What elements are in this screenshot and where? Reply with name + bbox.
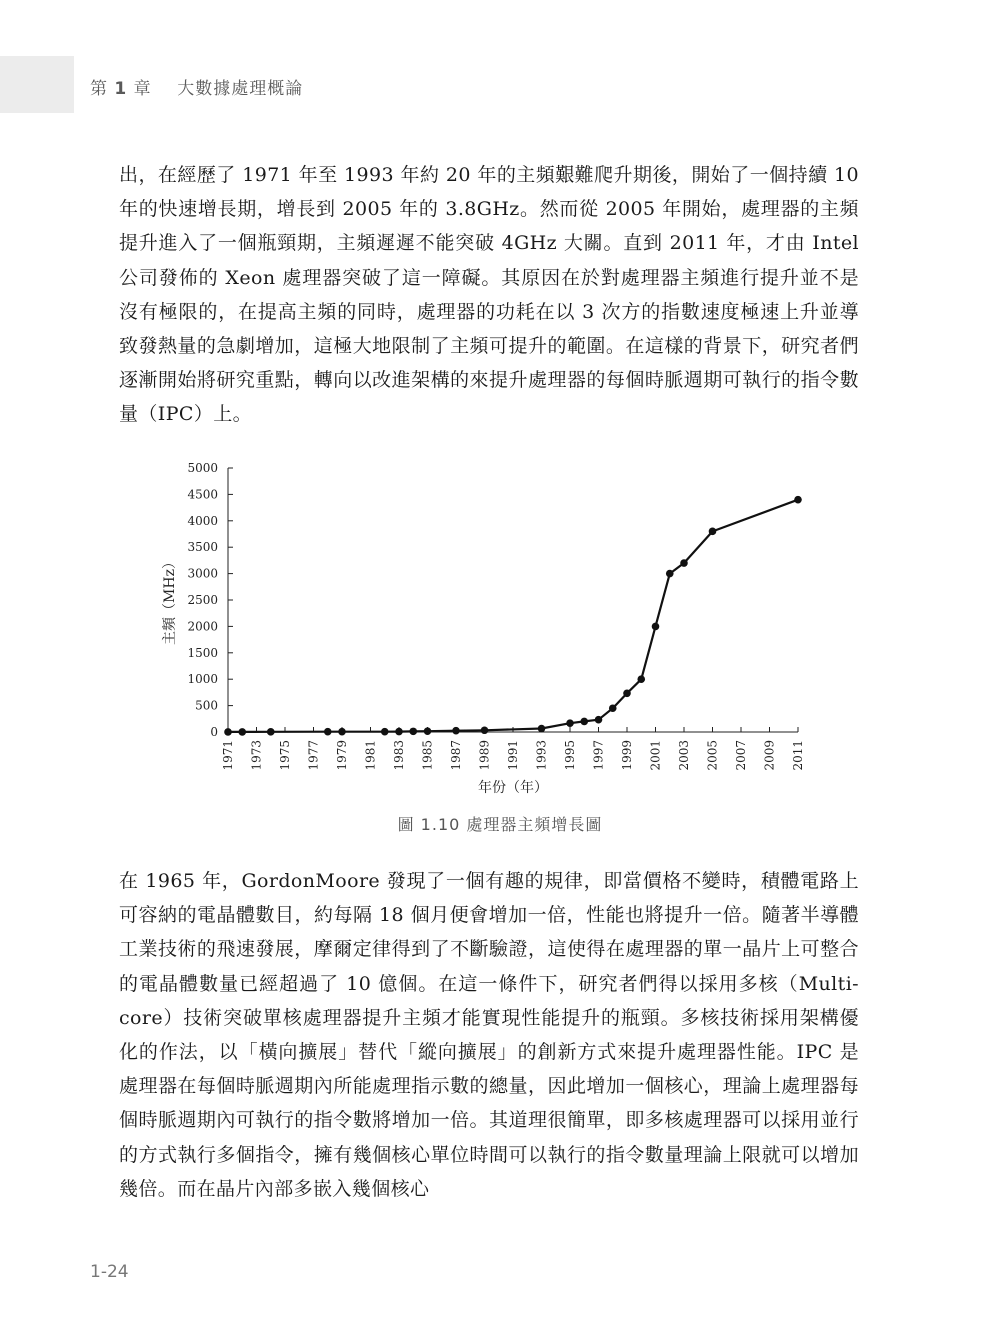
data-point	[709, 528, 717, 536]
y-tick-label: 1500	[187, 645, 218, 660]
data-point	[637, 675, 645, 683]
y-tick-label: 5000	[187, 461, 218, 475]
data-point	[566, 719, 574, 727]
x-tick-label: 1979	[335, 740, 349, 771]
data-point	[338, 728, 346, 736]
x-tick-label: 1997	[591, 740, 606, 771]
y-axis-label: 主頻（MHz）	[162, 555, 178, 645]
x-tick-label: 2007	[734, 740, 748, 771]
header-corner-block	[0, 56, 74, 113]
chapter-number: 1	[114, 79, 128, 99]
data-point	[623, 689, 631, 697]
series-frequency	[224, 496, 802, 736]
x-tick-group	[221, 727, 805, 771]
x-tick-label: 1977	[306, 740, 321, 771]
y-tick-label: 2000	[187, 619, 218, 634]
data-point	[409, 728, 417, 736]
x-tick-label: 1995	[563, 740, 577, 771]
y-tick-label: 1000	[187, 672, 218, 687]
x-tick-label: 1989	[477, 740, 492, 771]
chart-svg	[140, 455, 840, 800]
chapter-title: 大數據處理概論	[177, 79, 304, 99]
chapter-suffix: 章	[133, 79, 152, 99]
x-tick-label: 1975	[278, 740, 292, 771]
x-axis-label: 年份（年）	[478, 780, 548, 796]
data-point	[595, 716, 603, 724]
x-tick-label: 1973	[249, 740, 264, 771]
data-point	[481, 726, 489, 734]
data-point	[395, 728, 403, 736]
x-tick-label: 1993	[534, 740, 549, 771]
x-tick-label: 1987	[449, 740, 463, 771]
x-tick-label: 2009	[762, 740, 777, 771]
x-tick-label: 1971	[221, 740, 235, 771]
data-point	[609, 704, 617, 712]
y-tick-label: 4000	[187, 513, 218, 528]
data-point	[794, 496, 802, 504]
x-tick-label: 2003	[677, 740, 691, 771]
body-paragraph-2: 在 1965 年，GordonMoore 發現了一個有趣的規律，即當價格不變時，積體電路上可容納的電晶體數目，約每隔 18 個月便會增加一倍，性能也將提升一倍。隨著半導體工業技術的飛速發展，摩爾定律得到了不斷驗證，這使得在處理器的單一晶片上可整合的電晶體數量已經超過了 10 億個。在這一條件下，研究者們得以採用多核（Multi-core）技術突破單核處理器提升主頻才能實現性能提升的瓶頸。多核技術採用架構優化的作法，以「橫向擴展」替代「縱向擴展」的創新方式來提升處理器性能。IPC 是處理器在每個時脈週期內所能處理指示數的總量，因此增加一個核心，理論上處理器每個時脈週期內可執行的指令數將增加一倍。其道理很簡單，即多核處理器可以採用並行的方式執行多個指令，擁有幾個核心單位時間可以執行的指令數量理論上限就可以增加幾倍。而在晶片內部多嵌入幾個核心	[119, 870, 859, 1200]
x-tick-label: 1991	[506, 740, 520, 771]
page-number: 1-24	[90, 1262, 129, 1282]
x-tick-label: 2005	[705, 740, 720, 771]
x-tick-label: 2001	[648, 740, 663, 771]
data-point	[680, 559, 688, 567]
x-tick-label: 1981	[363, 740, 378, 771]
data-point	[580, 718, 588, 726]
data-point	[238, 728, 246, 736]
y-tick-label: 2500	[187, 593, 218, 607]
y-tick-label: 3000	[187, 566, 218, 581]
x-tick-label: 1999	[620, 740, 634, 771]
data-point	[424, 727, 432, 735]
x-tick-label: 2011	[791, 740, 805, 771]
figure-caption: 圖 1.10 處理器主頻增長圖	[397, 815, 603, 834]
x-tick-label: 1983	[392, 740, 406, 771]
data-point	[538, 725, 546, 733]
chart-axes	[228, 468, 798, 732]
y-tick-label: 500	[195, 698, 218, 713]
y-tick-label: 3500	[187, 540, 218, 555]
y-tick-group	[187, 461, 233, 739]
data-point	[267, 728, 275, 736]
running-head	[90, 74, 303, 99]
data-point	[666, 570, 674, 578]
x-tick-label: 1985	[420, 740, 435, 771]
data-point	[224, 728, 232, 736]
body-paragraph-1: 出，在經歷了 1971 年至 1993 年約 20 年的主頻艱難爬升期後，開始了一個持續 10 年的快速增長期，增長到 2005 年的 3.8GHz。然而從 2005 年開始，處理器的主頻提升進入了一個瓶頸期，主頻遲遲不能突破 4GHz 大關。直到 2011 年，才由 Intel 公司發佈的 Xeon 處理器突破了這一障礙。其原因在於對處理器主頻進行提升並不是沒有極限的，在提高主頻的同時，處理器的功耗在以 3 次方的指數速度極速上升並導致發熱量的急劇增加，這極大地限制了主頻可提升的範圍。在這樣的背景下，研究者們逐漸開始將研究重點，轉向以改進架構的來提升處理器的每個時脈週期可執行的指令數量（IPC）上。	[119, 164, 859, 426]
data-point	[452, 727, 460, 735]
y-tick-label: 4500	[187, 487, 218, 502]
chapter-label: 第	[90, 79, 108, 99]
data-point	[324, 728, 332, 736]
data-point	[652, 623, 660, 631]
frequency-growth-chart	[140, 455, 840, 800]
y-tick-label: 0	[210, 725, 218, 739]
data-point	[381, 728, 389, 736]
